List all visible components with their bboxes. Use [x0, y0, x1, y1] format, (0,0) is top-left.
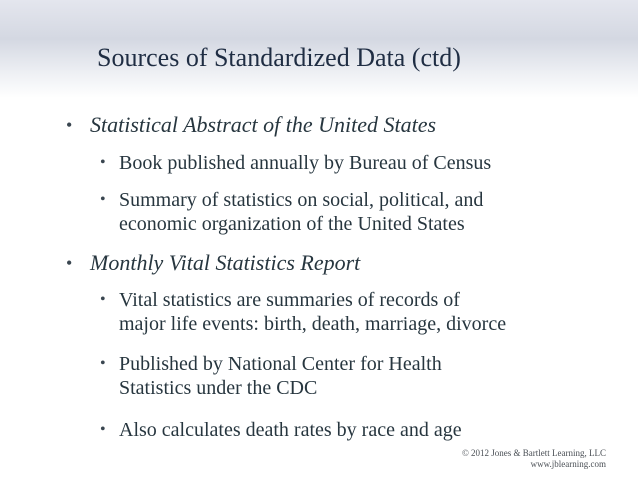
bullet-icon: • [100, 154, 106, 171]
list-item-text: Summary of statistics on social, political, and economic organization of the United States [119, 189, 484, 235]
list-item-text: Vital statistics are summaries of records of major life events: birth, death, marriage, divorce [119, 289, 507, 335]
section-heading: Monthly Vital Statistics Report [90, 250, 361, 275]
list-item-text: Published by National Center for Health Statistics under the CDC [119, 353, 442, 399]
bullet-icon: • [100, 191, 106, 208]
list-item-text: Also calculates death rates by race and age [119, 419, 462, 441]
list-item-text: Book published annually by Bureau of Census [119, 152, 492, 174]
copyright-notice: © 2012 Jones & Bartlett Learning, LLC www.jblearning.com [461, 448, 606, 469]
slide-title: Sources of Standardized Data (ctd) [97, 43, 461, 72]
bullet-icon: • [66, 115, 73, 135]
section-heading: Statistical Abstract of the United States [90, 112, 437, 137]
bullet-icon: • [66, 253, 73, 273]
bullet-icon: • [100, 421, 106, 438]
bullet-icon: • [100, 355, 106, 372]
bullet-icon: • [100, 291, 106, 308]
